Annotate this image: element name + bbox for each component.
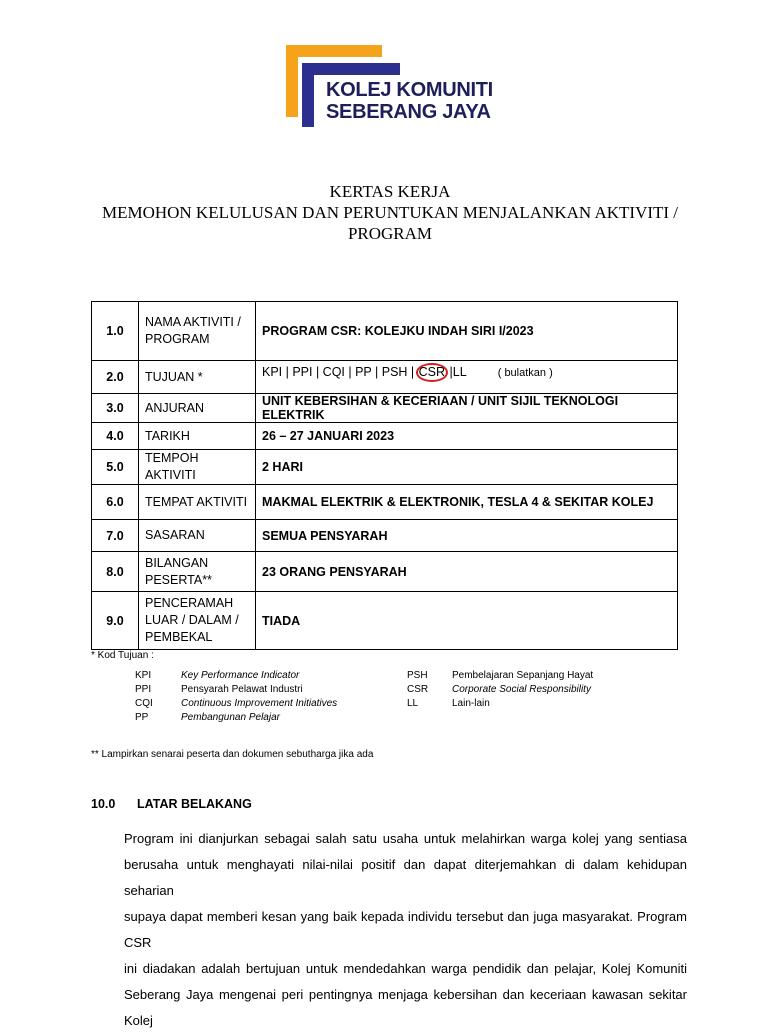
legend-desc: Pembelajaran Sepanjang Hayat <box>452 670 594 681</box>
row-value: MAKMAL ELEKTRIK & ELEKTRONIK, TESLA 4 & SEKITAR KOLEJ <box>256 485 678 520</box>
legend-desc: Lain-lain <box>452 698 490 709</box>
document-subtitle: MEMOHON KELULUSAN DAN PERUNTUKAN MENJALANKAN AKTIVITI / PROGRAM <box>101 203 679 243</box>
row-value: 23 ORANG PENSYARAH <box>256 552 678 592</box>
logo-wordmark: KOLEJ KOMUNITI SEBERANG JAYA <box>326 79 493 123</box>
row-number: 9.0 <box>92 592 139 650</box>
row-number: 1.0 <box>92 302 139 361</box>
row-value: TIADA <box>256 592 678 650</box>
college-logo <box>286 45 506 140</box>
purpose-options: KPI | PPI | CQI | PP | PSH | CSR |LL ( bulatkan ) <box>256 361 678 394</box>
row-number: 7.0 <box>92 520 139 552</box>
row-label: NAMA AKTIVITI / PROGRAM <box>139 302 256 361</box>
legend-desc: Pembangunan Pelajar <box>181 712 280 723</box>
row-label: TUJUAN * <box>139 361 256 394</box>
row-label: SASARAN <box>139 520 256 552</box>
table-row <box>92 394 678 423</box>
row-label: PENCERAMAH LUAR / DALAM / PEMBEKAL <box>139 592 256 650</box>
legend-desc: Corporate Social Responsibility <box>452 684 591 695</box>
table-row <box>92 423 678 450</box>
table-row <box>92 361 678 394</box>
row-value: 26 – 27 JANUARI 2023 <box>256 423 678 450</box>
row-value: PROGRAM CSR: KOLEJKU INDAH SIRI I/2023 <box>256 302 678 361</box>
legend-code: PP <box>135 712 149 723</box>
table-row <box>92 520 678 552</box>
legend-code: KPI <box>135 670 152 681</box>
table-row <box>92 450 678 485</box>
legend-code: CQI <box>135 698 153 709</box>
row-label: TARIKH <box>139 423 256 450</box>
row-number: 3.0 <box>92 394 139 423</box>
row-value: UNIT KEBERSIHAN & KECERIAAN / UNIT SIJIL TEKNOLOGI ELEKTRIK <box>256 394 678 423</box>
legend-code: PSH <box>407 670 428 681</box>
legend-desc: Continuous Improvement Initiatives <box>181 698 338 709</box>
activity-details-table <box>91 301 678 650</box>
document-title: KERTAS KERJA <box>329 182 451 201</box>
row-label: ANJURAN <box>139 394 256 423</box>
circle-hint: ( bulatkan ) <box>497 367 553 379</box>
row-value: SEMUA PENSYARAH <box>256 520 678 552</box>
row-label: TEMPOH AKTIVITI <box>139 450 256 485</box>
background-paragraph: Program ini dianjurkan sebagai salah satu usaha untuk melahirkan warga kolej yang sentiasa berusaha untuk menghayati nilai-nilai positif dan dapat diterjemahkan di dalam kehidupan seharian supaya dapat memberi kesan yang baik kepada individu tersebut dan juga masyarakat. Program CSR ini diadakan adalah bertujuan untuk mendedahkan warga pendidik dan pelajar, Kolej Komuniti Seberang Jaya mengenai peri pentingnya menjaga kebersihan dan keceriaan kawasan sekitar Kolej <box>124 831 687 1028</box>
row-number: 2.0 <box>92 361 139 394</box>
attachment-note: ** Lampirkan senarai peserta dan dokumen sebutharga jika ada <box>91 749 374 760</box>
section-number: 10.0 <box>91 797 116 811</box>
table-row <box>92 485 678 520</box>
row-number: 6.0 <box>92 485 139 520</box>
table-row <box>92 302 678 361</box>
legend-desc: Pensyarah Pelawat Industri <box>181 684 303 695</box>
row-value: 2 HARI <box>256 450 678 485</box>
legend-code: PPI <box>135 684 152 695</box>
row-label: BILANGAN PESERTA** <box>139 552 256 592</box>
table-row <box>92 552 678 592</box>
purpose-code-heading: * Kod Tujuan : <box>91 650 154 661</box>
row-label: TEMPAT AKTIVITI <box>139 485 256 520</box>
table-row <box>92 592 678 650</box>
legend-desc: Key Performance Indicator <box>181 670 300 681</box>
section-title: LATAR BELAKANG <box>137 797 252 811</box>
row-number: 4.0 <box>92 423 139 450</box>
selected-purpose-circle: CSR <box>416 363 448 382</box>
legend-code: CSR <box>407 684 429 695</box>
row-number: 8.0 <box>92 552 139 592</box>
legend-code: LL <box>407 698 419 709</box>
row-number: 5.0 <box>92 450 139 485</box>
